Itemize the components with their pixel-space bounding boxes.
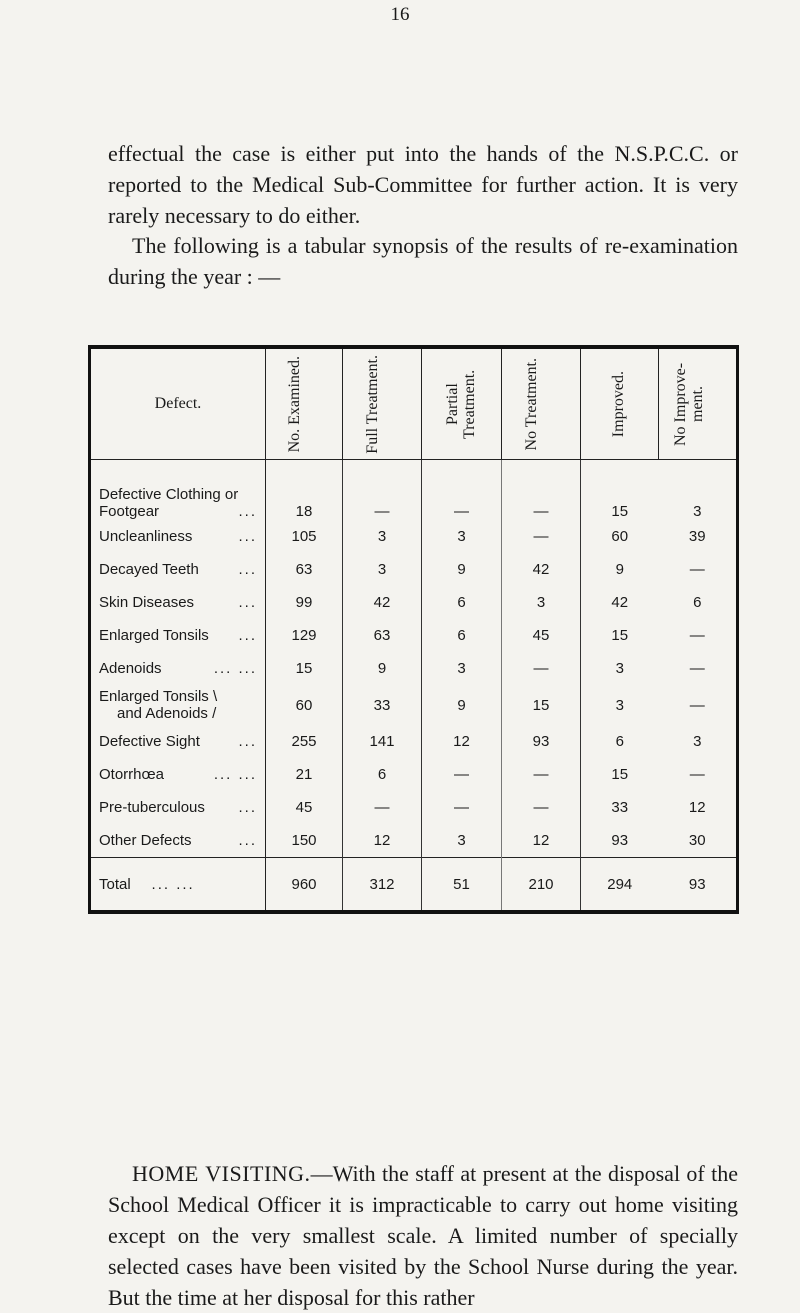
paragraph-home-visiting: [108, 1158, 738, 1313]
leader-dots: ...: [238, 503, 257, 520]
cell-examined: 99: [295, 594, 313, 611]
cell-full: —: [343, 460, 422, 521]
cell-full: 9: [343, 652, 422, 685]
header-no-improvement: No Improve- ment.: [659, 347, 738, 460]
cell-improved: 15: [581, 460, 659, 521]
total-label: Total ... ...: [90, 858, 266, 913]
cell-examined: 18: [295, 503, 313, 520]
cell-improved: 15: [581, 619, 659, 652]
header-no-examined: No. Examined.: [266, 347, 343, 460]
cell-no-treatment: 93: [502, 725, 581, 758]
total-improved: 294: [581, 858, 659, 913]
table-row: [90, 791, 738, 824]
cell-improved: 15: [581, 758, 659, 791]
cell-no-improvement: 39: [688, 528, 706, 545]
cell-no-improvement: —: [689, 696, 705, 714]
table-row: [90, 652, 738, 685]
leader-dots: ...: [238, 799, 257, 816]
paragraph-intro: effectual the case is either put into the hands of the N.S.P.C.C. or reported to the Medical Sub-Committee for further action. It is very rarely necessary to do either.: [108, 141, 738, 228]
cell-no-improvement: —: [689, 660, 705, 677]
table-row: [90, 758, 738, 791]
cell-full: 12: [343, 824, 422, 858]
cell-partial: —: [422, 460, 502, 521]
cell-partial: 3: [422, 824, 502, 858]
defect-name: Otorrhœa: [99, 766, 165, 783]
home-visiting-body: —With the staff at present at the disposal of the School Medical Officer it is impracticable to carry out home visiting except on the very smallest scale. A limited number of specially selected cases have been visited by the School Nurse during the year. But the time at her disposal for this rather: [108, 1161, 738, 1310]
header-partial-treatment: Partial Treatment.: [422, 347, 502, 460]
cell-defect: [90, 460, 266, 521]
leader-dots: ...: [238, 528, 257, 545]
cell-examined: 21: [295, 766, 313, 783]
defect-name: Defective Sight: [99, 733, 200, 750]
results-table-container: [88, 345, 736, 914]
paragraph-synopsis: The following is a tabular synopsis of the results of re-examination during the year : —: [108, 233, 738, 289]
cell-defect: [90, 586, 266, 619]
cell-full: 3: [343, 553, 422, 586]
total-no-improvement: 93: [659, 858, 738, 913]
cell-no-improvement: —: [689, 561, 705, 578]
leader-dots: ...: [238, 733, 257, 750]
cell-defect: [90, 520, 266, 553]
cell-defect: [90, 619, 266, 652]
cell-no-treatment: 12: [502, 824, 581, 858]
cell-improved: 60: [581, 520, 659, 553]
cell-partial: 12: [422, 725, 502, 758]
page-number: 16: [390, 4, 410, 25]
cell-no-treatment: —: [502, 460, 581, 521]
cell-defect: [90, 791, 266, 824]
cell-full: 33: [343, 685, 422, 725]
total-partial: 51: [422, 858, 502, 913]
table-row: [90, 460, 738, 521]
cell-partial: 3: [422, 520, 502, 553]
cell-partial: —: [422, 791, 502, 824]
cell-no-improvement: 30: [688, 832, 706, 849]
defect-name: Enlarged Tonsils \: [99, 688, 218, 705]
table-row: [90, 685, 738, 725]
leader-dots: ... ...: [213, 766, 257, 783]
cell-defect: [90, 725, 266, 758]
cell-improved: 93: [581, 824, 659, 858]
cell-full: —: [343, 791, 422, 824]
defect-name: Enlarged Tonsils: [99, 627, 209, 644]
defect-name: Pre-tuberculous: [99, 799, 205, 816]
cell-improved: 3: [581, 652, 659, 685]
defect-name-line2: and Adenoids /: [117, 705, 217, 722]
table-total-row: [90, 858, 738, 913]
table-row: [90, 553, 738, 586]
leader-dots: ...: [238, 561, 257, 578]
defect-name: Uncleanliness: [99, 528, 193, 545]
leader-dots: ... ...: [213, 660, 257, 677]
cell-no-improvement: 12: [688, 799, 706, 816]
cell-no-treatment: —: [502, 791, 581, 824]
cell-no-treatment: 45: [502, 619, 581, 652]
cell-defect: [90, 758, 266, 791]
cell-examined: 45: [295, 799, 313, 816]
header-improved: Improved.: [581, 347, 659, 460]
cell-defect: [90, 652, 266, 685]
leader-dots: ...: [238, 627, 257, 644]
cell-partial: —: [422, 758, 502, 791]
cell-full: 6: [343, 758, 422, 791]
table-row: [90, 586, 738, 619]
cell-full: 42: [343, 586, 422, 619]
total-examined: 960: [266, 858, 343, 913]
cell-partial: 6: [422, 619, 502, 652]
cell-examined: 150: [291, 832, 317, 849]
table-row: [90, 824, 738, 858]
leader-dots: ...: [238, 594, 257, 611]
header-full-treatment: Full Treatment.: [343, 347, 422, 460]
cell-full: 141: [343, 725, 422, 758]
defect-name: Defective Clothing or: [99, 486, 239, 503]
table-row: [90, 520, 738, 553]
cell-partial: 9: [422, 553, 502, 586]
header-defect: Defect.: [90, 347, 266, 460]
cell-improved: 33: [581, 791, 659, 824]
cell-no-improvement: 3: [693, 503, 702, 520]
header-no-treatment: No Treatment.: [502, 347, 581, 460]
cell-examined: 129: [291, 627, 317, 644]
home-visiting-heading: HOME VISITING.: [132, 1161, 311, 1186]
cell-no-improvement: —: [689, 766, 705, 783]
defect-name: Other Defects: [99, 832, 192, 849]
table-header-row: [90, 347, 738, 460]
cell-partial: 3: [422, 652, 502, 685]
cell-no-treatment: 3: [502, 586, 581, 619]
cell-improved: 6: [581, 725, 659, 758]
defect-name: Skin Diseases: [99, 594, 195, 611]
cell-improved: 9: [581, 553, 659, 586]
cell-examined: 105: [291, 528, 317, 545]
cell-defect: [90, 824, 266, 858]
defect-name: Adenoids: [99, 660, 162, 677]
cell-no-improvement: —: [689, 627, 705, 644]
cell-no-treatment: 42: [502, 553, 581, 586]
defect-name: Decayed Teeth: [99, 561, 199, 578]
leader-dots: ...: [238, 832, 257, 849]
cell-no-improvement: 3: [693, 733, 702, 750]
results-table: [88, 345, 739, 914]
cell-examined: 60: [295, 696, 313, 714]
table-row: [90, 619, 738, 652]
defect-name-line2: Footgear: [99, 503, 160, 520]
cell-no-treatment: —: [502, 758, 581, 791]
cell-full: 63: [343, 619, 422, 652]
total-full: 312: [343, 858, 422, 913]
table-row: [90, 725, 738, 758]
cell-no-treatment: 15: [502, 685, 581, 725]
cell-improved: 42: [581, 586, 659, 619]
cell-examined: 63: [295, 561, 313, 578]
cell-no-improvement: 6: [693, 594, 702, 611]
cell-partial: 9: [422, 685, 502, 725]
cell-defect: [90, 685, 266, 725]
cell-no-treatment: —: [502, 520, 581, 553]
cell-no-treatment: —: [502, 652, 581, 685]
cell-partial: 6: [422, 586, 502, 619]
cell-full: 3: [343, 520, 422, 553]
cell-examined: 15: [295, 660, 313, 677]
cell-improved: 3: [581, 685, 659, 725]
total-no-treatment: 210: [502, 858, 581, 913]
cell-examined: 255: [291, 733, 317, 750]
cell-defect: [90, 553, 266, 586]
